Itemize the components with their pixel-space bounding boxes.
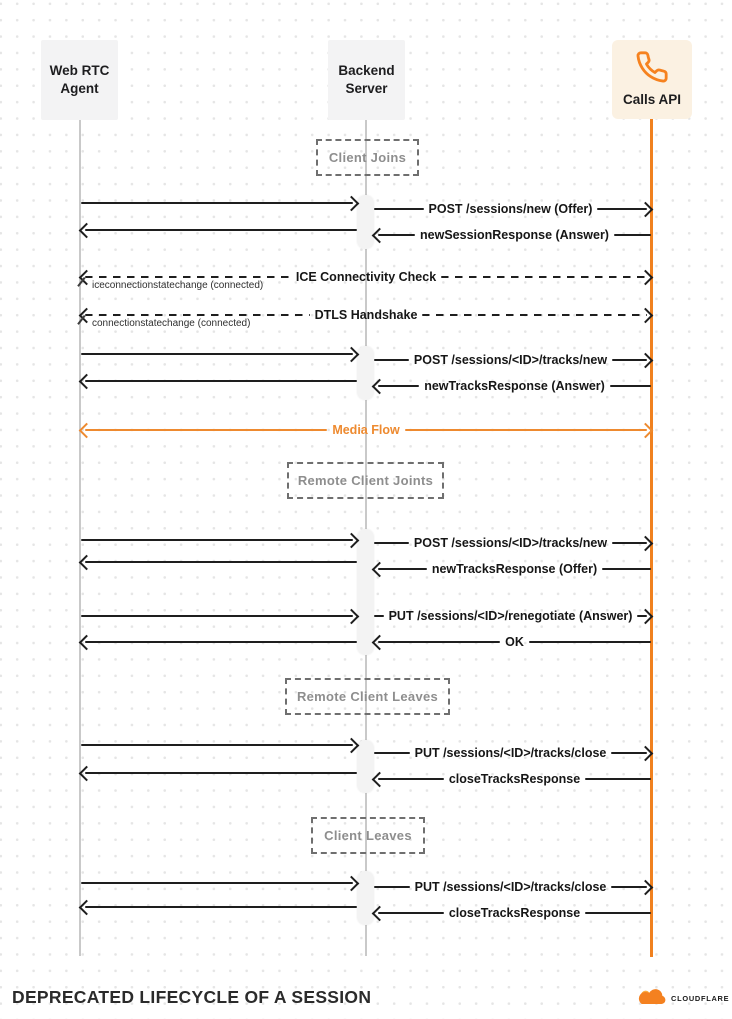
arrowhead-right-icon xyxy=(344,346,360,362)
arrowhead-left-icon xyxy=(79,899,95,915)
activation-bar xyxy=(357,740,374,793)
actor-label: Calls API xyxy=(622,92,682,108)
arrowhead-right-icon xyxy=(344,532,360,548)
arrowhead-right-icon xyxy=(638,745,654,761)
arrow-response-left xyxy=(81,222,357,238)
arrow-new-tracks-response xyxy=(374,378,651,394)
message-label: newTracksResponse (Offer) xyxy=(431,562,598,576)
activation-bar xyxy=(357,529,374,655)
message-label: OK xyxy=(505,635,524,649)
phone-icon xyxy=(635,50,669,84)
actor-webrtc-agent xyxy=(41,40,118,120)
section-remote-client-leaves xyxy=(285,678,450,715)
message-label: newTracksResponse (Answer) xyxy=(424,379,605,393)
arrow-post-tracks-new xyxy=(374,352,651,368)
brand-name: CLOUDFLARE xyxy=(671,993,730,1003)
arrowhead-right-icon xyxy=(344,195,360,211)
arrowhead-left-icon xyxy=(79,554,95,570)
arrow-request-left xyxy=(81,195,357,211)
arrowhead-left-icon xyxy=(372,634,388,650)
arrowhead-right-icon xyxy=(638,307,654,323)
arrow-media-flow xyxy=(81,422,651,438)
arrowhead-right-icon xyxy=(344,737,360,753)
arrowhead-right-icon xyxy=(638,201,654,217)
arrow-new-session-response xyxy=(374,227,651,243)
arrow-put-tracks-close xyxy=(374,745,651,761)
arrowhead-right-icon xyxy=(344,875,360,891)
arrowhead-right-icon xyxy=(638,269,654,285)
arrowhead-left-icon xyxy=(79,634,95,650)
arrowhead-left-icon xyxy=(372,905,388,921)
arrowhead-right-icon xyxy=(638,608,654,624)
arrow-response-left xyxy=(81,634,357,650)
message-label: POST /sessions/new (Offer) xyxy=(428,202,593,216)
arrowhead-left-icon xyxy=(372,227,388,243)
message-label: newSessionResponse (Answer) xyxy=(420,228,609,242)
event-note: iceconnectionstatechange (connected) xyxy=(92,280,264,291)
arrow-close-tracks-response xyxy=(374,771,651,787)
message-label: PUT /sessions/<ID>/tracks/close xyxy=(414,880,607,894)
section-client-joins xyxy=(316,139,419,176)
arrow-new-tracks-response-offer xyxy=(374,561,651,577)
arrowhead-right-icon xyxy=(638,879,654,895)
arrowhead-left-icon xyxy=(79,765,95,781)
arrow-response-left xyxy=(81,554,357,570)
message-label: DTLS Handshake xyxy=(314,308,418,322)
actor-label: Backend Server xyxy=(338,63,395,96)
section-label: Remote Client Joints xyxy=(297,473,434,488)
arrowhead-right-icon xyxy=(638,535,654,551)
arrow-ok xyxy=(374,634,651,650)
message-label: Media Flow xyxy=(332,423,400,437)
message-label: closeTracksResponse xyxy=(448,772,581,786)
arrow-request-left xyxy=(81,737,357,753)
actor-backend-server xyxy=(328,40,405,120)
arrowhead-left-icon xyxy=(372,771,388,787)
arrow-request-left xyxy=(81,875,357,891)
arrow-response-left xyxy=(81,765,357,781)
arrow-put-renegotiate xyxy=(374,608,651,624)
arrowhead-right-icon xyxy=(638,352,654,368)
actor-label: Web RTC Agent xyxy=(49,63,110,96)
arrowhead-left-icon xyxy=(372,378,388,394)
message-label: POST /sessions/<ID>/tracks/new xyxy=(413,536,608,550)
message-label: PUT /sessions/<ID>/tracks/close xyxy=(414,746,607,760)
activation-bar xyxy=(357,871,374,925)
section-label: Client Leaves xyxy=(324,828,412,843)
arrow-request-left xyxy=(81,532,357,548)
message-label: POST /sessions/<ID>/tracks/new xyxy=(413,353,608,367)
message-label: ICE Connectivity Check xyxy=(295,270,437,284)
event-note: connectionstatechange (connected) xyxy=(92,318,251,329)
arrow-post-sessions-new xyxy=(374,201,651,217)
actor-calls-api xyxy=(612,40,692,119)
cloudflare-logo xyxy=(637,988,729,1008)
section-label: Remote Client Leaves xyxy=(296,689,439,704)
arrow-close-tracks-response-2 xyxy=(374,905,651,921)
arrow-request-left xyxy=(81,608,357,624)
arrow-response-left xyxy=(81,373,357,389)
arrowhead-left-icon xyxy=(79,373,95,389)
arrow-put-tracks-close-2 xyxy=(374,879,651,895)
cloudflare-cloud-icon xyxy=(637,988,668,1008)
page-title: DEPRECATED LIFECYCLE OF A SESSION xyxy=(12,987,372,1007)
arrowhead-left-icon xyxy=(372,561,388,577)
arrowhead-left-icon xyxy=(79,422,95,438)
message-label: PUT /sessions/<ID>/renegotiate (Answer) xyxy=(388,609,633,623)
section-remote-client-joins xyxy=(287,462,444,499)
arrowhead-left-icon xyxy=(79,222,95,238)
message-label: closeTracksResponse xyxy=(448,906,581,920)
arrowhead-right-icon xyxy=(344,608,360,624)
section-label: Client Joins xyxy=(328,150,407,165)
section-client-leaves xyxy=(311,817,425,854)
arrow-request-left xyxy=(81,346,357,362)
arrowhead-right-icon xyxy=(638,422,654,438)
arrow-post-tracks-new-2 xyxy=(374,535,651,551)
arrow-response-left xyxy=(81,899,357,915)
